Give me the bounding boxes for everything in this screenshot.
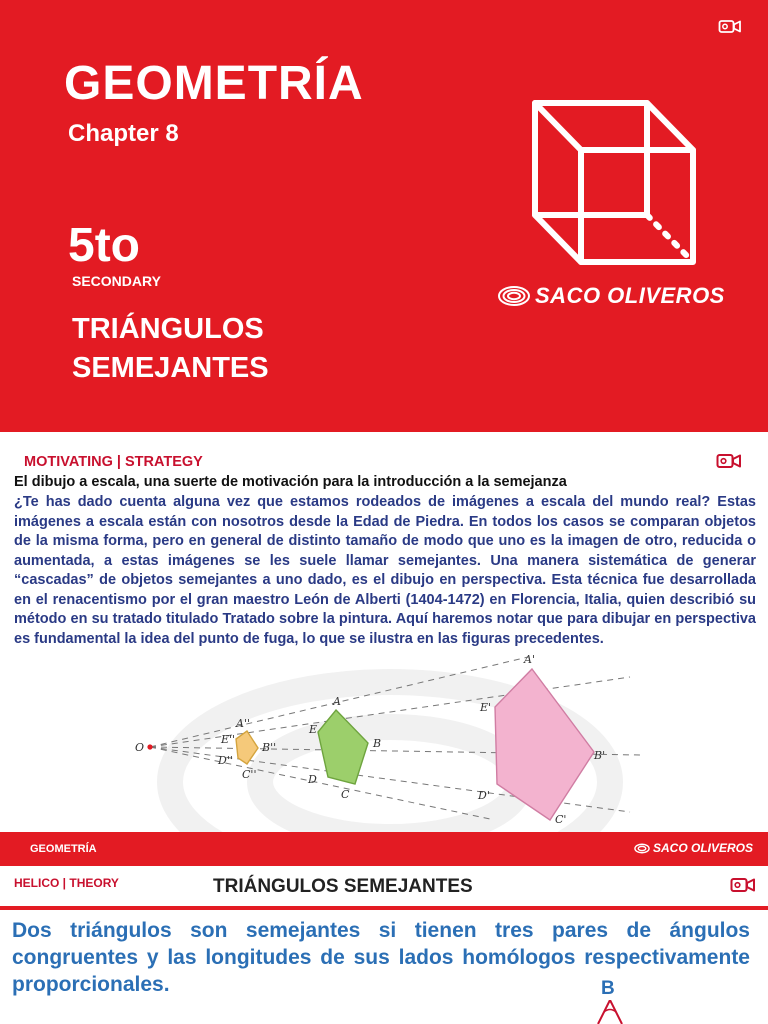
label-large-e: E' xyxy=(480,701,492,714)
label-small-d: D'' xyxy=(218,754,233,767)
grade-label: 5to xyxy=(68,219,140,272)
video-camera-icon[interactable] xyxy=(730,876,756,894)
body-paragraph: ¿Te has dado cuenta alguna vez que estamos rodeados de imágenes a escala del mundo real? Estas imágenes a escala están con nosotros desde la Edad de Piedra. En todos los casos se comparan objetos de la misma forma, pero en general de distinto tamaño de modo que uno es la imagen de otro, reducida o aumentada, a estas imágenes se les suele llamar semejantes. Una manera sistemática de generar “cascadas” de objetos semejantes a uno dado, es el dibujo en perspectiva. Esta técnica fue desarrollada en el renacentismo por el gran maestro León de Alberti (1404-1472) en Florencia, Italia, quien describió su método en su tratado titulado Tratado sobre la pintura. Aquí haremos notar que para dibujar en perspectiva es fundamental la idea del punto de fuga, lo que se ilustra en las figuras precedentes. xyxy=(14,494,756,647)
label-small-c: C'' xyxy=(242,768,257,781)
label-large-d: D' xyxy=(478,789,490,802)
bar-brand-logo xyxy=(634,841,753,855)
definition-text: Dos triángulos son semejantes si tienen tres pares de ángulos congruentes y las longitudes de sus lados homólogos respectivamente proporcionales. xyxy=(12,919,750,996)
label-small-e: E'' xyxy=(221,733,236,746)
vanishing-point xyxy=(147,744,152,749)
polygon-small xyxy=(236,731,258,764)
slide-title: TRIÁNGULOS SEMEJANTES xyxy=(213,876,473,897)
theory-slide xyxy=(0,832,768,1024)
label-large-c: C' xyxy=(555,813,567,826)
label-small-b: B'' xyxy=(262,741,277,754)
bar-brand-name: SACO OLIVEROS xyxy=(653,841,754,855)
label-large-a: A' xyxy=(524,653,535,666)
label-medium-a: A xyxy=(333,695,341,708)
video-camera-icon[interactable] xyxy=(718,18,742,36)
section-header: MOTIVATING | STRATEGY xyxy=(24,454,203,470)
spiral-logo-icon xyxy=(634,843,650,854)
topic-title-line2: SEMEJANTES xyxy=(72,352,269,384)
level-label: SECONDARY xyxy=(72,273,161,289)
bar-course-label: GEOMETRÍA xyxy=(30,843,97,855)
title-slide xyxy=(0,0,768,432)
label-small-a: A'' xyxy=(236,717,250,730)
brand-name: SACO OLIVEROS xyxy=(535,283,725,308)
label-o: O xyxy=(135,741,145,754)
cube-icon xyxy=(525,95,705,270)
spiral-logo-icon xyxy=(497,285,531,307)
course-title: GEOMETRÍA xyxy=(64,57,364,110)
perspective-figure xyxy=(130,647,640,827)
title-divider xyxy=(0,906,768,910)
label-large-b: B' xyxy=(594,749,606,762)
header-bar xyxy=(0,832,768,866)
chapter-label: Chapter 8 xyxy=(68,120,179,147)
section-header: HELICO | THEORY xyxy=(14,876,119,890)
video-camera-icon[interactable] xyxy=(716,452,742,470)
polygon-large xyxy=(495,669,594,820)
vertex-label: B xyxy=(601,978,615,999)
label-medium-d: D xyxy=(308,773,317,786)
motivation-slide xyxy=(0,432,768,832)
label-medium-b: B xyxy=(373,737,382,750)
topic-title xyxy=(72,310,269,388)
triangle-figure xyxy=(590,1000,630,1024)
brand-logo xyxy=(497,283,725,309)
topic-title-line1: TRIÁNGULOS xyxy=(72,313,264,345)
label-medium-e: E xyxy=(309,723,318,736)
label-medium-c: C xyxy=(341,788,350,801)
subtitle: El dibujo a escala, una suerte de motivación para la introducción a la semejanza xyxy=(14,474,567,490)
